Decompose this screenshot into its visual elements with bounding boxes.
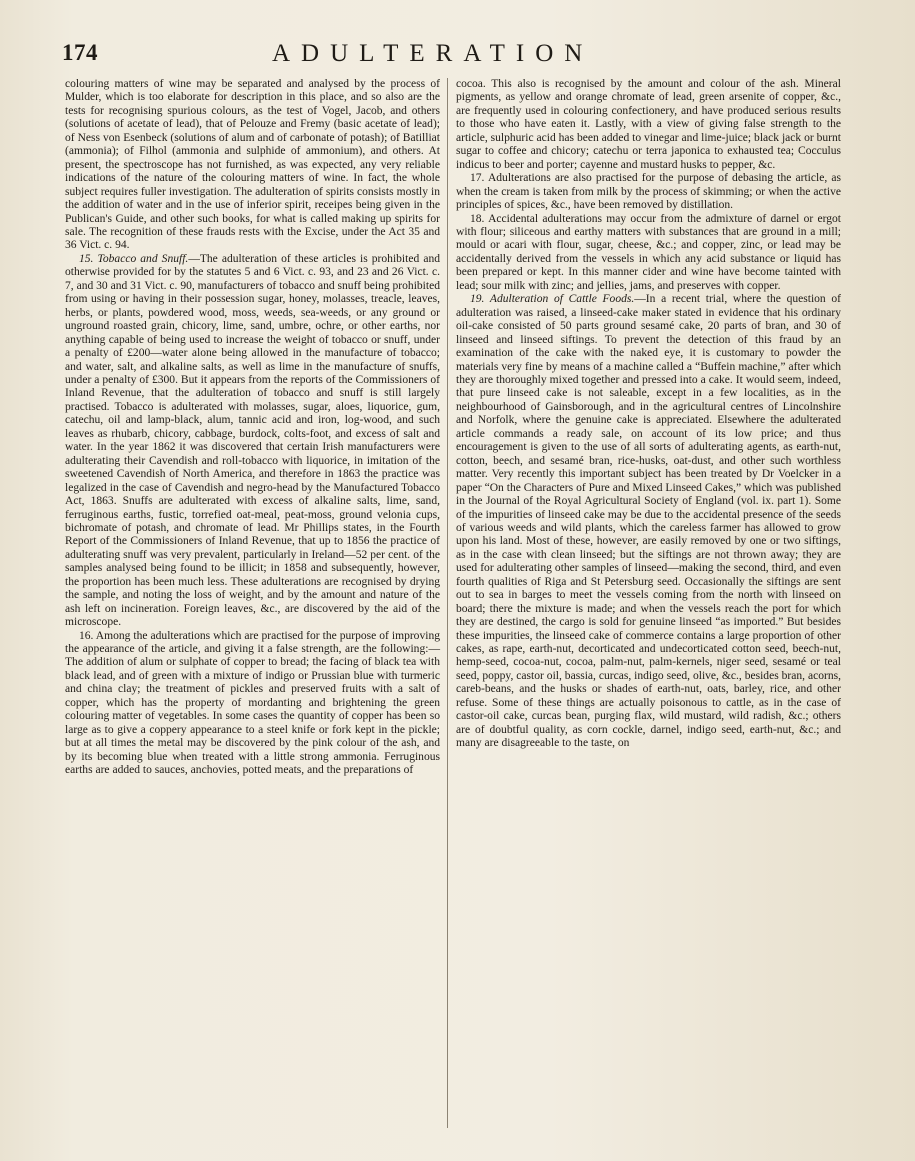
column-divider xyxy=(447,78,448,1128)
paragraph-continued-right: cocoa. This also is recognised by the amount and colour of the ash. Mineral pigments, as yellow and orange chromate of lead, green arsenite of copper, &c., are frequently used in colouring confectionery, and have produced serious results to those who have eaten it. Lastly, with a view of giving false strength to the article, sulphuric acid has been added to vinegar and lime-juice; black jack or burnt sugar to coffee and chicory; catechu or terra japonica to exhausted tea; Cocculus indicus to beer and porter; cayenne and mustard husks to pepper, &c. xyxy=(456,78,841,171)
paragraph-18: 18. Accidental adulterations may occur from the admixture of darnel or ergot with flour; siliceous and earthy matters with substances that are ground in a mill; mould or acari with flour, sugar, cheese, &c.; and copper, zinc, or lead may be accidentally derived from the vessels in which any acid substance or liquid has been prepared or kept. In this manner cider and wine have become tainted with lead; sour milk with zinc; and jellies, jams, and preserves with copper. xyxy=(456,212,841,292)
paragraph-continued: colouring matters of wine may be separated and analysed by the process of Mulder, which is too elaborate for description in this place, and so also are the tests for recognising spurious colours, as the test of Vogel, Jacob, and others (solutions of acetate of lead), that of Pelouze and Fremy (basic acetate of lead); of Ness von Esenbeck (solutions of alum and of carbonate of potash); of Batilliat (ammonia); of Filhol (ammonia and sulphide of ammonium), and others. At present, the spectroscope has not furnished, as was expected, any very reliable indications of the nature of the colouring matters of wine. In fact, the whole subject requires fuller investigation. The adulteration of spirits consists mostly in the addition of water and in the use of inferior spirit, receipes being given in the Publican's Guide, and other such books, for what is called making up spirits for sale. The recognition of these frauds rests with the Excise, under the Act 35 and 36 Vict. c. 94. xyxy=(65,78,440,252)
running-title: ADULTERATION xyxy=(272,40,594,67)
paragraph-16: 16. Among the adulterations which are practised for the purpose of improving the appearance of the article, and giving it a false strength, are the following:—The addition of alum or sulphate of copper to bread; the facing of black tea with black lead, and of green with a mixture of indigo or Prussian blue with turmeric and china clay; the treatment of pickles and preserved fruits with a salt of copper, which has the property of mordanting and brightening the green colouring matter of vegetables. In some cases the quantity of copper has been so large as to give a coppery appearance to a steel knife or fork kept in the pickle; but at all times the metal may be discovered by the pink colour of the ash, and by its becoming blue when treated with a little strong ammonia. Ferruginous earths are added to sauces, anchovies, potted meats, and the preparations of xyxy=(65,629,440,777)
paragraph-15: 15. Tobacco and Snuff.—The adulteration of these articles is prohibited and otherwise provided for by the statutes 5 and 6 Vict. c. 93, and 23 and 26 Vict. c. 7, and 30 and 31 Vict. c. 90, manufacturers of tobacco and snuff being prohibited from using or having in their possession sugar, honey, molasses, treacle, leaves, herbs, or plants, powdered wood, moss, weeds, sea-weeds, or any ground or unground roasted grain, chicory, lime, sand, umbre, ochre, or other earths, nor anything capable of being used to increase the weight of tobacco or snuff, under a penalty of £200—water alone being allowed in the manufacture of tobacco; and water, salt, and alkaline salts, as well as lime in the manufacture of snuffs, under a penalty of £300. But it appears from the reports of the Commissioners of Inland Revenue, that the adulteration of tobacco and snuff is still largely practised. Tobacco is adulterated with molasses, sugar, aloes, liquorice, gum, catechu, oil and lamp-black, alum, tannic acid and iron, log-wood, and such leaves as rhubarb, chicory, cabbage, burdock, colts-foot, and excess of salt and water. In the year 1862 it was discovered that certain Irish manufacturers were adulterating their Cavendish and roll-tobacco with liquorice, in imitation of the sweetened Cavendish of North America, and therefore in 1863 the practice was legalized in the case of Cavendish and negro-head by the Manufactured Tobacco Act, 1863. Snuffs are adulterated with excess of alkaline salts, lime, sand, ferruginous earths, fustic, torrefied oat-meal, peat-moss, ground velonia cups, bichromate of potash, and chromate of lead. Mr Phillips states, in the Fourth Report of the Commissioners of Inland Revenue, that up to 1856 the practice of adulterating snuff was very prevalent, particularly in Ireland—52 per cent. of the samples analysed being found to be illicit; in 1858 and subsequently, however, the proportion has been much less. These adulterations are recognised by drying the sample, and noting the loss of weight, and by the amount and nature of the ash left on incineration. Foreign leaves, &c., are discovered by the aid of the microscope. xyxy=(65,252,440,629)
page-header xyxy=(62,38,875,72)
paragraph-17: 17. Adulterations are also practised for the purpose of debasing the article, as when the cream is taken from milk by the process of skimming; or when the active principles of spices, &c., have been removed by distillation. xyxy=(456,172,841,212)
section-heading: 19. Adulteration of Cattle Foods. xyxy=(470,293,635,306)
section-heading: 15. Tobacco and Snuff. xyxy=(79,252,189,265)
right-column xyxy=(456,78,841,751)
page-number: 174 xyxy=(62,40,98,65)
paragraph-19: 19. Adulteration of Cattle Foods.—In a recent trial, where the question of adulteration was raised, a linseed-cake maker stated in evidence that his ordinary oil-cake consisted of 50 parts ground sesamé cake, 20 parts of bran, and 30 of linseed and linseed siftings. To prevent the detection of this fraud by an examination of the cake with the naked eye, it is customary to powder the materials very fine by means of a machine called a “Buffein machine,” after which they are thoroughly mixed together and pressed into a cake. It would seem, indeed, that pure linseed cake is not saleable, except in a few localities, as in the neighbourhood of Gainsborough, and in the agricultural centres of Lincolnshire and Norfolk, where the genuine cake is appreciated. Elsewhere the adulterated article commands a ready sale, on account of its low price; and thus encouragement is given to the use of all sorts of adulterating agents, as earth-nut, cotton, beech, and sesamé bran, rice-husks, oat-dust, and other such worthless matter. Very recently this important subject has been treated by Dr Voelcker in a paper “On the Characters of Pure and Mixed Linseed Cakes,” which was published in the Journal of the Royal Agricultural Society of England (vol. ix. part 1). Some of the impurities of linseed cake may be due to the accidental presence of the seeds of various weeds and wild plants, which the careless farmer has allowed to grow upon his land. Most of these, however, are easily removed by one or two siftings, as in the case with clean linseed; but the siftings are not thrown away; they are used for adulterating other samples of linseed—making the second, third, and even fourth qualities of Riga and St Petersburg seed. Occasionally the siftings are sent out to sea in barges to meet the vessels coming from the north with linseed on board; there the mixture is made; and when the vessels reach the port for which they are destined, the cargo is sold for genuine linseed “as imported.” But besides these impurities, the linseed cake of commerce contains a large proportion of other cakes, as rape, earth-nut, decorticated and undecorticated cotton seed, beech-nut, hemp-seed, cocoa-nut, cocoa, palm-nut, palm-kernels, niger seed, sesamé or teal seed, poppy, castor oil, bassia, curcas, indigo seed, olive, &c., besides bran, acorns, careb-beans, and the husks or shades of earth-nut, oats, barley, rice, and other refuse. Some of these things are actually poisonous to cattle, as in the case of castor-oil cake, curcas bean, purging flax, wild mustard, wild radish, &c.; others are of doubtful quality, as corn cockle, darnel, indigo seed, earth-nut, &c.; and many are disagreeable to the taste, on xyxy=(456,293,841,750)
left-column xyxy=(65,78,440,778)
